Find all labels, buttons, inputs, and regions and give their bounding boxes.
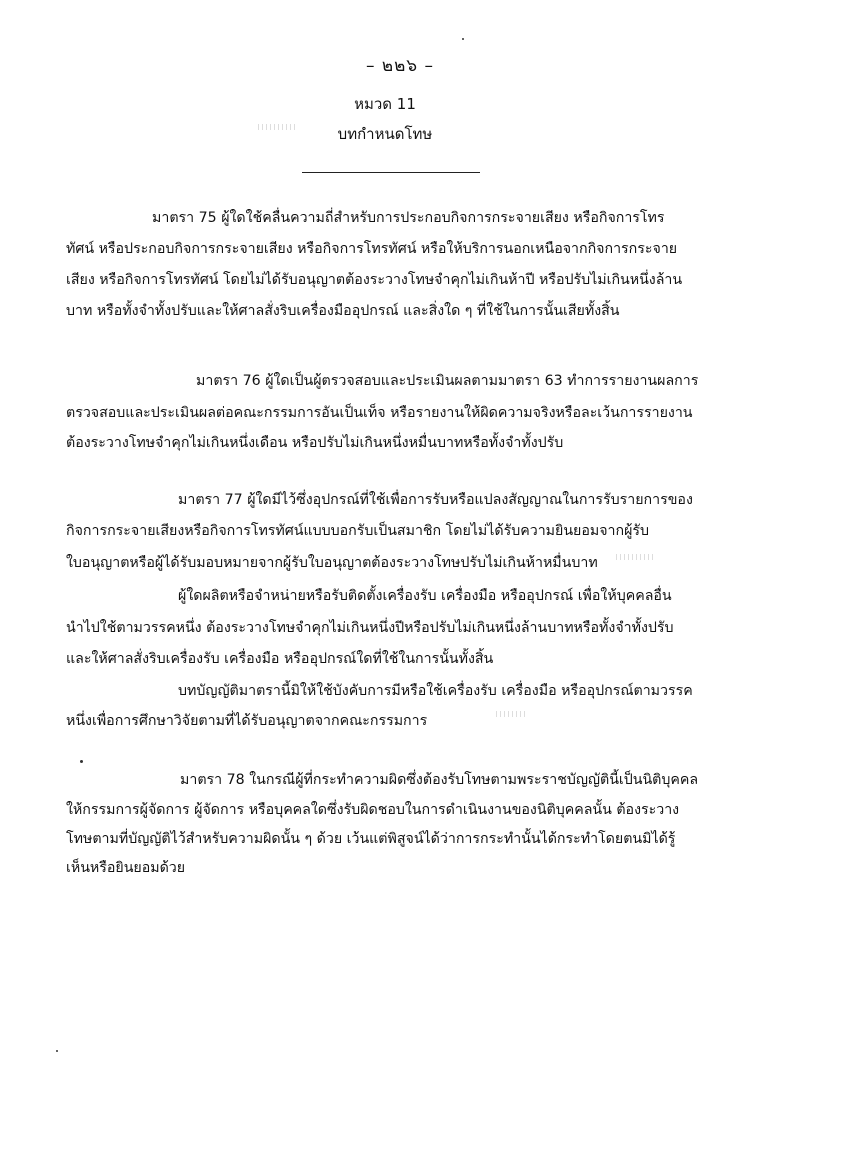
- chapter-title: บทกำหนดโทษ: [337, 125, 433, 143]
- title-underline: [302, 172, 480, 173]
- section-75-line-3: เสียง หรือกิจการโทรทัศน์ โดยไม่ได้รับอนุญาตต้องระวางโทษจำคุกไม่เกินห้าปี หรือปรับไม่เกินหนึ่งล้าน: [66, 272, 683, 288]
- section-77-line-5: นำไปใช้ตามวรรคหนึ่ง ต้องระวางโทษจำคุกไม่เกินหนึ่งปีหรือปรับไม่เกินหนึ่งล้านบาทหรือทั้งจำทั้งปรับ: [66, 620, 674, 636]
- section-77-line-7: บทบัญญัติมาตรานี้มิให้ใช้บังคับการมีหรือใช้เครื่องรับ เครื่องมือ หรืออุปกรณ์ตามวรรค: [178, 683, 693, 699]
- scan-noise: [616, 554, 656, 560]
- page-number: – ๒๒๖ –: [365, 56, 434, 76]
- section-78-line-1: มาตรา 78 ในกรณีผู้ที่กระทำความผิดซึ่งต้องรับโทษตามพระราชบัญญัตินี้เป็นนิติบุคคล: [180, 772, 699, 788]
- section-77-line-8: หนึ่งเพื่อการศึกษาวิจัยตามที่ได้รับอนุญาตจากคณะกรรมการ: [66, 713, 428, 729]
- section-75-line-2: ทัศน์ หรือประกอบกิจการกระจายเสียง หรือกิจการโทรทัศน์ หรือให้บริการนอกเหนือจากกิจการกระจาย: [66, 241, 678, 257]
- chapter-heading: หมวด 11: [354, 95, 416, 113]
- scan-noise: [258, 124, 298, 130]
- section-76-line-3: ต้องระวางโทษจำคุกไม่เกินหนึ่งเดือน หรือปรับไม่เกินหนึ่งหมื่นบาทหรือทั้งจำทั้งปรับ: [66, 435, 564, 451]
- scan-speck: [462, 38, 464, 40]
- section-75-line-4: บาท หรือทั้งจำทั้งปรับและให้ศาลสั่งริบเครื่องมืออุปกรณ์ และสิ่งใด ๆ ที่ใช้ในการนั้นเสียทั้งสิ้น: [66, 303, 620, 319]
- scan-speck: [80, 760, 83, 763]
- section-77-line-2: กิจการกระจายเสียงหรือกิจการโทรทัศน์แบบบอกรับเป็นสมาชิก โดยไม่ได้รับความยินยอมจากผู้รับ: [66, 523, 650, 539]
- scan-noise: [496, 711, 526, 717]
- section-77-line-1: มาตรา 77 ผู้ใดมีไว้ซึ่งอุปกรณ์ที่ใช้เพื่อการรับหรือแปลงสัญญาณในการรับรายการของ: [178, 492, 693, 508]
- section-76-line-1: มาตรา 76 ผู้ใดเป็นผู้ตรวจสอบและประเมินผลตามมาตรา 63 ทำการรายงานผลการ: [196, 373, 699, 389]
- section-78-line-4: เห็นหรือยินยอมด้วย: [66, 860, 186, 876]
- section-75-line-1: มาตรา 75 ผู้ใดใช้คลื่นความถี่สำหรับการประกอบกิจการกระจายเสียง หรือกิจการโทร: [152, 210, 665, 226]
- section-77-line-6: และให้ศาลสั่งริบเครื่องรับ เครื่องมือ หรืออุปกรณ์ใดที่ใช้ในการนั้นทั้งสิ้น: [66, 651, 494, 667]
- section-77-line-4: ผู้ใดผลิตหรือจำหน่ายหรือรับติดตั้งเครื่องรับ เครื่องมือ หรืออุปกรณ์ เพื่อให้บุคคลอื่น: [178, 588, 672, 604]
- section-76-line-2: ตรวจสอบและประเมินผลต่อคณะกรรมการอันเป็นเท็จ หรือรายงานให้ผิดความจริงหรือละเว้นการรายงาน: [66, 405, 693, 421]
- section-78-line-2: ให้กรรมการผู้จัดการ ผู้จัดการ หรือบุคคลใดซึ่งรับผิดชอบในการดำเนินงานของนิติบุคคลนั้น ต้องระวาง: [66, 802, 680, 818]
- section-77-line-3: ใบอนุญาตหรือผู้ได้รับมอบหมายจากผู้รับใบอนุญาตต้องระวางโทษปรับไม่เกินห้าหมื่นบาท: [66, 555, 598, 571]
- scan-speck: [56, 1050, 58, 1052]
- section-78-line-3: โทษตามที่บัญญัติไว้สำหรับความผิดนั้น ๆ ด้วย เว้นแต่พิสูจน์ได้ว่าการกระทำนั้นได้กระทำโดยตนมิได้รู้: [66, 831, 676, 847]
